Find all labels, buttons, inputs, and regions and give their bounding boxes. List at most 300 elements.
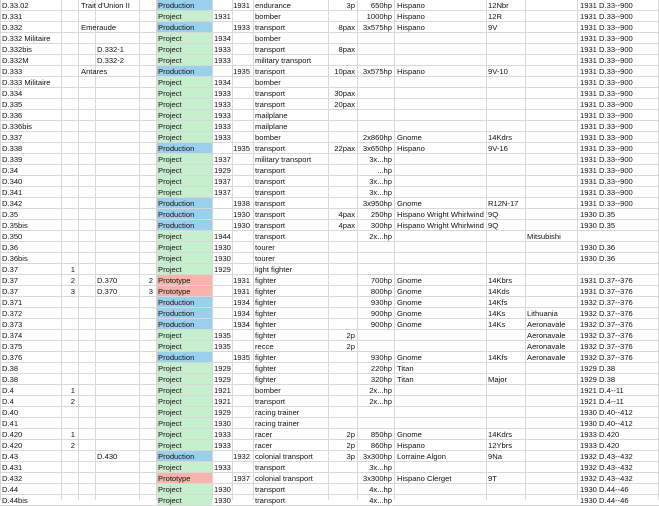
capacity-cell[interactable]	[327, 132, 355, 143]
status-cell[interactable]: Project	[158, 342, 182, 351]
first-flight-year-cell[interactable]	[214, 55, 250, 66]
role-cell[interactable]: colonial transport	[255, 452, 313, 461]
engine-make-cell[interactable]: Hispano Wright Whirlwind	[397, 221, 484, 230]
power-cell[interactable]: ...hp	[377, 166, 392, 175]
alt-designation-cell[interactable]	[97, 473, 139, 484]
engine-make-cell[interactable]: Gnome	[397, 353, 422, 362]
status-cell[interactable]: Project	[158, 364, 182, 373]
engine-make-cell[interactable]	[397, 264, 485, 275]
first-flight-year-cell[interactable]	[214, 176, 250, 187]
operator-cell[interactable]	[527, 110, 575, 121]
status-cell[interactable]: Project	[158, 100, 182, 109]
project-year-cell[interactable]: 1934	[214, 34, 231, 43]
power-cell[interactable]: 700hp	[370, 276, 392, 285]
role-cell[interactable]: transport	[255, 188, 285, 197]
power-cell[interactable]	[359, 253, 392, 264]
status-cell[interactable]: Project	[158, 111, 182, 120]
alt-designation-cell[interactable]	[97, 22, 139, 33]
alt-number-cell[interactable]	[141, 220, 153, 231]
status-cell[interactable]: Prototype	[158, 287, 191, 296]
designation-cell[interactable]: D.339	[2, 155, 23, 164]
alt-designation-cell[interactable]	[97, 77, 139, 88]
capacity-cell[interactable]	[327, 165, 355, 176]
power-cell[interactable]: 3x...hp	[369, 177, 392, 186]
alt-designation-cell[interactable]	[97, 132, 139, 143]
variant-number-cell[interactable]	[63, 22, 75, 33]
first-flight-year-cell[interactable]	[214, 110, 250, 121]
power-cell[interactable]	[359, 99, 392, 110]
table-row[interactable]	[0, 154, 659, 165]
table-row[interactable]	[0, 55, 659, 66]
role-cell[interactable]: racer	[255, 430, 273, 439]
designation-cell[interactable]: D.336bis	[2, 122, 32, 131]
status-cell[interactable]: Project	[158, 133, 182, 142]
first-flight-year-cell[interactable]: 1931	[233, 287, 250, 296]
engine-model-cell[interactable]: 14Ks	[488, 320, 506, 329]
engine-make-cell[interactable]: Gnome	[397, 276, 422, 285]
operator-cell[interactable]	[527, 429, 575, 440]
engine-make-cell[interactable]: Hispano	[397, 12, 425, 21]
first-flight-year-cell[interactable]	[214, 330, 250, 341]
table-row[interactable]	[0, 363, 659, 374]
engine-make-cell[interactable]	[397, 77, 485, 88]
status-cell[interactable]: Project	[158, 265, 182, 274]
variant-number-cell[interactable]	[63, 484, 75, 495]
capacity-cell[interactable]	[327, 297, 355, 308]
variant-number-cell[interactable]	[63, 66, 75, 77]
role-cell[interactable]: transport	[255, 210, 285, 219]
first-flight-year-cell[interactable]	[214, 418, 250, 429]
reference-cell[interactable]: 1931 D.33--900	[580, 199, 633, 208]
engine-model-cell[interactable]	[488, 253, 524, 264]
capacity-cell[interactable]: 4pax	[338, 221, 355, 230]
operator-cell[interactable]	[527, 242, 575, 253]
capacity-cell[interactable]	[327, 198, 355, 209]
first-flight-year-cell[interactable]: 1931	[233, 276, 250, 285]
project-year-cell[interactable]: 1935	[214, 342, 231, 351]
role-cell[interactable]: racing trainer	[255, 408, 300, 417]
alt-designation-cell[interactable]: D.370	[97, 276, 118, 285]
operator-cell[interactable]	[527, 220, 575, 231]
capacity-cell[interactable]	[327, 308, 355, 319]
status-cell[interactable]: Production	[158, 309, 195, 318]
alt-number-cell[interactable]	[141, 187, 153, 198]
designation-cell[interactable]: D.38	[2, 375, 19, 384]
capacity-cell[interactable]	[327, 231, 355, 242]
engine-make-cell[interactable]: Titan	[397, 375, 414, 384]
reference-cell[interactable]: 1931 D.33--900	[580, 67, 633, 76]
engine-make-cell[interactable]	[397, 396, 485, 407]
status-cell[interactable]: Production	[158, 67, 195, 76]
power-cell[interactable]	[359, 341, 392, 352]
engine-model-cell[interactable]: 12Nbr	[488, 1, 509, 10]
status-cell[interactable]: Project	[158, 408, 182, 417]
variant-number-cell[interactable]	[63, 319, 75, 330]
alt-designation-cell[interactable]	[97, 88, 139, 99]
engine-model-cell[interactable]	[488, 165, 524, 176]
operator-cell[interactable]	[527, 297, 575, 308]
alt-number-cell[interactable]	[141, 22, 153, 33]
capacity-cell[interactable]: 4pax	[338, 210, 355, 219]
engine-make-cell[interactable]	[397, 165, 485, 176]
reference-cell[interactable]: 1930 D.44--46	[580, 496, 629, 505]
role-cell[interactable]: racing trainer	[255, 419, 300, 428]
reference-cell[interactable]: 1930 D.35	[580, 221, 616, 230]
project-year-cell[interactable]: 1933	[214, 133, 231, 142]
operator-cell[interactable]	[527, 418, 575, 429]
power-cell[interactable]: 2x...hp	[369, 386, 392, 395]
alt-number-cell[interactable]	[141, 429, 153, 440]
table-row[interactable]	[0, 440, 659, 451]
status-cell[interactable]: Production	[158, 452, 195, 461]
operator-cell[interactable]	[527, 22, 575, 33]
variant-number-cell[interactable]	[63, 341, 75, 352]
variant-number-cell[interactable]	[63, 165, 75, 176]
designation-cell[interactable]: D.331	[2, 12, 23, 21]
reference-cell[interactable]: 1930 D.40--412	[580, 408, 633, 417]
capacity-cell[interactable]: 8pax	[338, 45, 355, 54]
reference-cell[interactable]: 1930 D.36	[580, 254, 616, 263]
engine-model-cell[interactable]: 12R	[488, 12, 502, 21]
status-cell[interactable]: Production	[158, 221, 195, 230]
role-cell[interactable]: transport	[255, 144, 285, 153]
reference-cell[interactable]: 1931 D.33--900	[580, 23, 633, 32]
alt-designation-cell[interactable]	[97, 99, 139, 110]
designation-cell[interactable]: D.374	[2, 331, 23, 340]
capacity-cell[interactable]	[327, 418, 355, 429]
designation-cell[interactable]: D.371	[2, 298, 23, 307]
designation-cell[interactable]: D.44bis	[2, 496, 28, 505]
power-cell[interactable]: 220hp	[370, 364, 392, 373]
status-cell[interactable]: Project	[158, 430, 182, 439]
capacity-cell[interactable]	[327, 110, 355, 121]
capacity-cell[interactable]	[327, 319, 355, 330]
reference-cell[interactable]: 1930 D.35	[580, 210, 616, 219]
alt-number-cell[interactable]	[141, 231, 153, 242]
reference-cell[interactable]: 1931 D.37--376	[580, 276, 633, 285]
engine-model-cell[interactable]: 14Kds	[488, 287, 510, 296]
operator-cell[interactable]	[527, 44, 575, 55]
engine-model-cell[interactable]: 14Ks	[488, 309, 506, 318]
power-cell[interactable]: 3x950hp	[362, 199, 392, 208]
reference-cell[interactable]: 1931 D.33--900	[580, 89, 633, 98]
first-flight-year-cell[interactable]	[214, 407, 250, 418]
power-cell[interactable]: 2x...hp	[369, 397, 392, 406]
engine-make-cell[interactable]	[397, 33, 485, 44]
table-row[interactable]	[0, 473, 659, 484]
status-cell[interactable]: Project	[158, 188, 182, 197]
power-cell[interactable]: 250hp	[370, 210, 392, 219]
capacity-cell[interactable]	[327, 396, 355, 407]
operator-cell[interactable]	[527, 176, 575, 187]
alt-number-cell[interactable]	[141, 242, 153, 253]
first-flight-year-cell[interactable]	[214, 165, 250, 176]
role-cell[interactable]: fighter	[255, 320, 277, 329]
role-cell[interactable]: transport	[255, 23, 285, 32]
engine-model-cell[interactable]: 9Q	[488, 210, 499, 219]
variant-number-cell[interactable]	[63, 143, 75, 154]
engine-model-cell[interactable]	[488, 44, 524, 55]
engine-model-cell[interactable]	[488, 363, 524, 374]
operator-cell[interactable]	[527, 495, 575, 506]
engine-model-cell[interactable]	[488, 88, 524, 99]
role-cell[interactable]: transport	[255, 397, 285, 406]
first-flight-year-cell[interactable]	[214, 187, 250, 198]
operator-cell[interactable]	[527, 88, 575, 99]
designation-cell[interactable]: D.338	[2, 144, 23, 153]
engine-make-cell[interactable]: Gnome	[397, 199, 422, 208]
designation-cell[interactable]: D.372	[2, 309, 23, 318]
role-cell[interactable]: fighter	[255, 375, 277, 384]
project-year-cell[interactable]: 1933	[214, 463, 231, 472]
project-year-cell[interactable]: 1931	[214, 12, 231, 21]
variant-number-cell[interactable]	[63, 220, 75, 231]
engine-make-cell[interactable]: Hispano Clerget	[397, 474, 452, 483]
engine-make-cell[interactable]	[397, 418, 485, 429]
operator-cell[interactable]	[527, 462, 575, 473]
project-year-cell[interactable]: 1937	[214, 188, 231, 197]
operator-cell[interactable]	[527, 154, 575, 165]
table-row[interactable]	[0, 297, 659, 308]
status-cell[interactable]: Project	[158, 331, 182, 340]
variant-number-cell[interactable]	[63, 198, 75, 209]
status-cell[interactable]: Project	[158, 485, 182, 494]
table-row[interactable]	[0, 462, 659, 473]
first-flight-year-cell[interactable]: 1933	[233, 23, 250, 32]
designation-cell[interactable]: D.376	[2, 353, 23, 362]
first-flight-year-cell[interactable]	[214, 77, 250, 88]
variant-number-cell[interactable]	[63, 407, 75, 418]
table-row[interactable]	[0, 484, 659, 495]
role-cell[interactable]: transport	[255, 199, 285, 208]
power-cell[interactable]: 3x575hp	[362, 67, 392, 76]
role-cell[interactable]: fighter	[255, 287, 277, 296]
table-row[interactable]	[0, 11, 659, 22]
alt-designation-cell[interactable]	[97, 66, 139, 77]
designation-cell[interactable]: D.335	[2, 100, 23, 109]
operator-cell[interactable]	[527, 0, 575, 11]
alt-designation-cell[interactable]	[97, 253, 139, 264]
status-cell[interactable]: Project	[158, 419, 182, 428]
table-row[interactable]	[0, 264, 659, 275]
capacity-cell[interactable]	[327, 253, 355, 264]
variant-number-cell[interactable]	[63, 88, 75, 99]
designation-cell[interactable]: D.340	[2, 177, 23, 186]
variant-number-cell[interactable]	[63, 374, 75, 385]
engine-model-cell[interactable]	[488, 418, 524, 429]
engine-model-cell[interactable]	[488, 121, 524, 132]
project-year-cell[interactable]: 1937	[214, 177, 231, 186]
reference-cell[interactable]: 1930 D.40--412	[580, 419, 633, 428]
reference-cell[interactable]: 1931 D.33--900	[580, 144, 633, 153]
capacity-cell[interactable]: 10pax	[334, 67, 355, 76]
capacity-cell[interactable]: 2p	[346, 342, 355, 351]
engine-make-cell[interactable]	[397, 44, 485, 55]
capacity-cell[interactable]	[327, 275, 355, 286]
reference-cell[interactable]: 1931 D.33--900	[580, 100, 633, 109]
status-cell[interactable]: Project	[158, 166, 182, 175]
power-cell[interactable]: 1000hp	[366, 12, 392, 21]
designation-cell[interactable]: D.342	[2, 199, 23, 208]
alt-number-cell[interactable]	[141, 154, 153, 165]
power-cell[interactable]: 900hp	[370, 309, 392, 318]
power-cell[interactable]: 320hp	[370, 375, 392, 384]
variant-number-cell[interactable]: 1	[70, 430, 75, 439]
power-cell[interactable]: 860hp	[370, 441, 392, 450]
status-cell[interactable]: Prototype	[158, 474, 191, 483]
variant-number-cell[interactable]	[63, 473, 75, 484]
designation-cell[interactable]: D.332bis	[2, 45, 32, 54]
table-row[interactable]	[0, 132, 659, 143]
designation-cell[interactable]: D.420	[2, 441, 23, 450]
reference-cell[interactable]: 1930 D.44--46	[580, 485, 629, 494]
alt-number-cell[interactable]	[141, 198, 153, 209]
role-cell[interactable]: transport	[255, 100, 285, 109]
status-cell[interactable]: Project	[158, 56, 182, 65]
first-flight-year-cell[interactable]	[214, 231, 250, 242]
status-cell[interactable]: Production	[158, 199, 195, 208]
status-cell[interactable]: Production	[158, 23, 195, 32]
alt-number-cell[interactable]	[141, 0, 153, 11]
designation-cell[interactable]: D.35bis	[2, 221, 28, 230]
alt-designation-cell[interactable]	[97, 495, 139, 506]
designation-cell[interactable]: D.431	[2, 463, 23, 472]
reference-cell[interactable]: 1931 D.33--900	[580, 122, 633, 131]
reference-cell[interactable]: 1932 D.37--376	[580, 331, 633, 340]
operator-cell[interactable]	[527, 286, 575, 297]
designation-cell[interactable]: D.332M	[2, 56, 29, 65]
variant-number-cell[interactable]	[63, 330, 75, 341]
operator-cell[interactable]: Aeronavale	[527, 331, 566, 340]
designation-cell[interactable]: D.350	[2, 232, 23, 241]
status-cell[interactable]: Project	[158, 177, 182, 186]
designation-cell[interactable]: D.41	[2, 419, 19, 428]
project-year-cell[interactable]: 1929	[214, 166, 231, 175]
engine-model-cell[interactable]	[488, 110, 524, 121]
alt-designation-cell[interactable]	[97, 396, 139, 407]
operator-cell[interactable]	[527, 77, 575, 88]
engine-make-cell[interactable]	[397, 154, 485, 165]
alt-number-cell[interactable]	[141, 374, 153, 385]
first-flight-year-cell[interactable]	[214, 44, 250, 55]
alt-designation-cell[interactable]	[97, 209, 139, 220]
operator-cell[interactable]	[527, 66, 575, 77]
alt-designation-cell[interactable]	[97, 187, 139, 198]
engine-make-cell[interactable]	[397, 55, 485, 66]
power-cell[interactable]	[359, 407, 392, 418]
first-flight-year-cell[interactable]	[214, 132, 250, 143]
first-flight-year-cell[interactable]	[214, 462, 250, 473]
engine-make-cell[interactable]	[397, 187, 485, 198]
alt-designation-cell[interactable]: D.332-2	[97, 56, 125, 65]
capacity-cell[interactable]	[327, 473, 355, 484]
alt-number-cell[interactable]: 2	[148, 276, 153, 285]
capacity-cell[interactable]: 8pax	[338, 23, 355, 32]
designation-cell[interactable]: D.332	[2, 23, 23, 32]
designation-cell[interactable]: D.37	[2, 287, 19, 296]
engine-make-cell[interactable]: Hispano	[397, 23, 425, 32]
engine-make-cell[interactable]: Gnome	[397, 320, 422, 329]
project-year-cell[interactable]: 1929	[214, 364, 231, 373]
table-row[interactable]	[0, 407, 659, 418]
project-year-cell[interactable]: 1933	[214, 441, 231, 450]
table-row[interactable]	[0, 187, 659, 198]
engine-model-cell[interactable]	[488, 77, 524, 88]
table-row[interactable]	[0, 242, 659, 253]
status-cell[interactable]: Project	[158, 45, 182, 54]
engine-make-cell[interactable]: Hispano	[397, 144, 425, 153]
alt-designation-cell[interactable]	[97, 407, 139, 418]
role-cell[interactable]: fighter	[255, 364, 277, 373]
first-flight-year-cell[interactable]	[214, 264, 250, 275]
first-flight-year-cell[interactable]	[214, 99, 250, 110]
power-cell[interactable]: 850hp	[370, 430, 392, 439]
alt-number-cell[interactable]: 3	[148, 287, 153, 296]
table-row[interactable]	[0, 286, 659, 297]
reference-cell[interactable]: 1931 D.33--900	[580, 155, 633, 164]
designation-cell[interactable]: D.35	[2, 210, 19, 219]
operator-cell[interactable]	[527, 363, 575, 374]
capacity-cell[interactable]	[327, 286, 355, 297]
role-cell[interactable]: mailplane	[255, 111, 288, 120]
engine-make-cell[interactable]: Gnome	[397, 309, 422, 318]
reference-cell[interactable]: 1931 D.33--900	[580, 177, 633, 186]
reference-cell[interactable]: 1931 D.33--900	[580, 166, 633, 175]
role-cell[interactable]: fighter	[255, 298, 277, 307]
alt-designation-cell[interactable]: D.430	[97, 452, 118, 461]
reference-cell[interactable]: 1921 D.4--11	[580, 386, 624, 395]
first-flight-year-cell[interactable]: 1938	[233, 199, 250, 208]
operator-cell[interactable]	[527, 99, 575, 110]
engine-make-cell[interactable]	[397, 110, 485, 121]
reference-cell[interactable]: 1931 D.33--900	[580, 45, 633, 54]
alt-designation-cell[interactable]	[97, 143, 139, 154]
capacity-cell[interactable]	[327, 55, 355, 66]
capacity-cell[interactable]	[327, 352, 355, 363]
operator-cell[interactable]	[527, 440, 575, 451]
power-cell[interactable]: 3x300hp	[362, 452, 392, 461]
engine-make-cell[interactable]	[397, 495, 485, 506]
role-cell[interactable]: transport	[255, 166, 285, 175]
first-flight-year-cell[interactable]	[214, 33, 250, 44]
engine-model-cell[interactable]: R12N-17	[488, 199, 519, 208]
table-row[interactable]	[0, 165, 659, 176]
name-cell[interactable]: Trait d'Union II	[81, 1, 130, 10]
capacity-cell[interactable]	[327, 484, 355, 495]
alt-number-cell[interactable]	[141, 385, 153, 396]
status-cell[interactable]: Production	[158, 144, 195, 153]
status-cell[interactable]: Project	[158, 254, 182, 263]
variant-number-cell[interactable]: 1	[70, 386, 75, 395]
project-year-cell[interactable]: 1944	[214, 232, 231, 241]
status-cell[interactable]: Production	[158, 210, 195, 219]
designation-cell[interactable]: D.432	[2, 474, 23, 483]
alt-number-cell[interactable]	[141, 451, 153, 462]
alt-number-cell[interactable]	[141, 407, 153, 418]
designation-cell[interactable]: D.420	[2, 430, 23, 439]
power-cell[interactable]: 900hp	[370, 320, 392, 329]
project-year-cell[interactable]: 1933	[214, 100, 231, 109]
status-cell[interactable]: Project	[158, 89, 182, 98]
capacity-cell[interactable]	[327, 374, 355, 385]
engine-model-cell[interactable]	[488, 341, 524, 352]
engine-make-cell[interactable]	[397, 176, 485, 187]
reference-cell[interactable]: 1932 D.43--432	[580, 474, 633, 483]
status-cell[interactable]: Production	[158, 298, 195, 307]
alt-number-cell[interactable]	[141, 66, 153, 77]
variant-number-cell[interactable]	[63, 418, 75, 429]
role-cell[interactable]: transport	[255, 485, 285, 494]
